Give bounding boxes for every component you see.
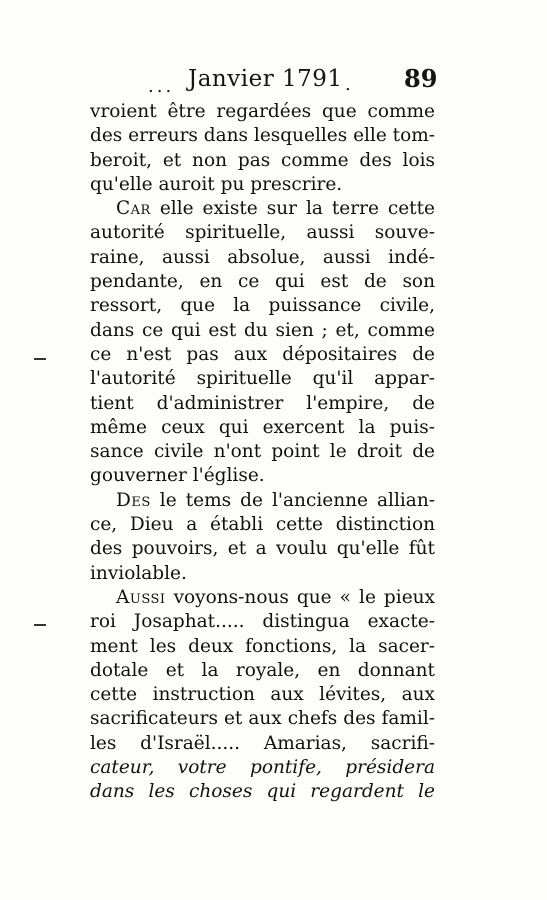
text-line — [90, 100, 435, 124]
line-text: dans les choses qui regardent le — [90, 781, 435, 803]
text-line — [90, 246, 435, 270]
paragraph-lead-word: Aussi — [116, 586, 166, 608]
text-line — [90, 732, 435, 756]
line-text: voyons-nous que « le pieux — [165, 586, 435, 608]
line-text: des erreurs dans lesquelles elle tom- — [90, 125, 435, 147]
line-text: cette instruction aux lévites, aux — [90, 684, 435, 706]
text-line — [90, 392, 435, 416]
line-text: sance civile n'ont point le droit de — [90, 441, 435, 463]
line-text: elle existe sur la terre cette — [150, 198, 435, 220]
line-text: ce, Dieu a établi cette distinction — [90, 514, 435, 536]
text-line — [90, 173, 435, 197]
line-text: sacrificateurs et aux chefs des famil- — [90, 708, 435, 730]
text-line — [90, 780, 435, 804]
line-text: gouverner l'église. — [90, 465, 265, 487]
line-text: roi Josaphat..... distingua exacte- — [90, 611, 435, 633]
text-line — [90, 586, 435, 610]
running-header — [88, 64, 438, 98]
line-text: ressort, que la puissance civile, — [90, 295, 435, 317]
text-line — [90, 707, 435, 731]
line-text: des pouvoirs, et a voulu qu'elle fût — [90, 538, 435, 560]
text-line — [90, 221, 435, 245]
line-text: tient d'administrer l'empire, de — [90, 392, 435, 414]
paragraph-lead-word: Car — [116, 198, 151, 220]
text-line — [90, 440, 435, 464]
header-dot: . — [345, 74, 351, 95]
text-line — [90, 270, 435, 294]
line-text: vroient être regardées que comme — [90, 101, 435, 122]
text-line — [90, 124, 435, 148]
line-text: ce n'est pas aux dépositaires de — [90, 343, 435, 365]
line-text: beroit, et non pas comme des lois — [90, 149, 435, 171]
line-text: inviolable. — [90, 562, 187, 584]
line-text: pendante, en ce qui est de son — [90, 271, 435, 293]
paragraph-lead-word: Des — [116, 489, 151, 511]
margin-mark — [34, 358, 46, 360]
text-line — [90, 343, 435, 367]
text-line — [90, 149, 435, 173]
line-text: dotale et la royale, en donnant — [90, 659, 435, 681]
header-dots: ... — [148, 76, 175, 97]
text-line — [90, 635, 435, 659]
running-title: Janvier 1791 — [188, 66, 343, 92]
line-text: cateur, votre pontife, présidera — [90, 757, 435, 779]
body-text — [90, 100, 435, 805]
text-line — [90, 489, 435, 513]
text-line — [90, 197, 435, 221]
margin-mark — [34, 624, 46, 626]
line-text: raine, aussi absolue, aussi indé- — [90, 246, 435, 268]
line-text: l'autorité spirituelle qu'il appar- — [90, 368, 435, 390]
text-line — [90, 464, 435, 488]
page-number: 89 — [404, 64, 438, 93]
text-line — [90, 659, 435, 683]
text-line — [90, 562, 435, 586]
line-text: qu'elle auroit pu prescrire. — [90, 173, 343, 195]
text-line — [90, 610, 435, 634]
text-line — [90, 319, 435, 343]
text-line — [90, 416, 435, 440]
line-text: même ceux qui exercent la puis- — [90, 416, 435, 438]
line-text: les d'Israël..... Amarias, sacrifi- — [90, 732, 435, 754]
line-text: dans ce qui est du sien ; et, comme — [90, 319, 435, 341]
text-line — [90, 756, 435, 780]
text-line — [90, 367, 435, 391]
line-text: autorité spirituelle, aussi souve- — [90, 222, 435, 244]
text-line — [90, 294, 435, 318]
line-text: le tems de l'ancienne allian- — [150, 489, 435, 511]
text-line — [90, 537, 435, 561]
text-line — [90, 683, 435, 707]
text-line — [90, 513, 435, 537]
line-text: ment les deux fonctions, la sacer- — [90, 635, 435, 657]
